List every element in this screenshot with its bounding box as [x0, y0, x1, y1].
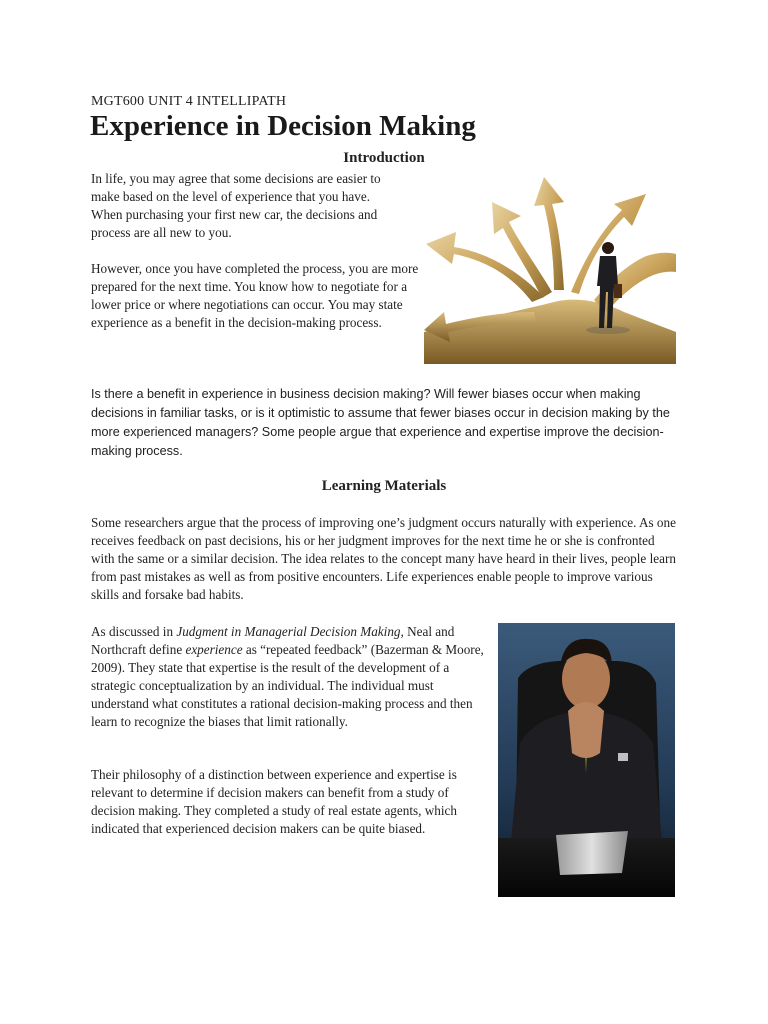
learning-paragraph-2-mid: Neal and Northcraft define [91, 624, 455, 657]
learning-paragraph-2-prefix: As discussed in [91, 624, 177, 639]
introduction-paragraph-2: However, once you have completed the process, you are more prepared for the next time. You know how to negotiate for a lower price or where negotiations can occur. You may state experience as a benefit in the decision-making process. [91, 261, 419, 330]
introduction-heading: Introduction [343, 150, 425, 166]
learning-materials-heading: Learning Materials [321, 478, 447, 494]
arrows-crossroads-image [424, 172, 676, 364]
question-paragraph: Is there a benefit in experience in business decision making? Will fewer biases occur when making decisions in familiar tasks, or is it optimistic to assume that fewer biases occur in decision making by the more experienced managers? Some people argue that experience and expertise improve the decision-making process. [91, 387, 670, 458]
learning-paragraph-1: Some researchers argue that the process of improving one’s judgment occurs naturally with experience. As one receives feedback on past decisions, his or her judgment improves for the next time he or she is confronted with the same or a similar decision. The idea relates to the concept many have heard in their lives, people learn from past mistakes as well as from positive encounters. Life experiences enable people to improve various skills and forsake bad habits. [91, 515, 676, 602]
introduction-paragraph-1: In life, you may agree that some decisions are easier to make based on the level of experience that you have. When purchasing your first new car, the decisions and process are all new to you. [91, 171, 381, 240]
businessman-photo [498, 623, 675, 897]
learning-paragraph-2-suffix: as “repeated feedback” (Bazerman & Moore, 2009). They state that expertise is the result of the development of a strategic conceptualization by an individual. The individual must understand what constitutes a rational decision-making process and then learn to recognize the biases that limit rationally. [91, 642, 484, 729]
page-title: Experience in Decision Making [90, 110, 476, 142]
learning-paragraph-2 [91, 623, 486, 731]
learning-paragraph-3: Their philosophy of a distinction between experience and expertise is relevant to determine if decision makers can benefit from a study of decision making. They completed a study of real estate agents, which indicated that experienced decision makers can be quite biased. [91, 767, 457, 836]
experience-term: experience [185, 642, 243, 657]
book-title: Judgment in Managerial Decision Making, [176, 624, 404, 639]
course-code: MGT600 UNIT 4 INTELLIPATH [91, 94, 287, 109]
